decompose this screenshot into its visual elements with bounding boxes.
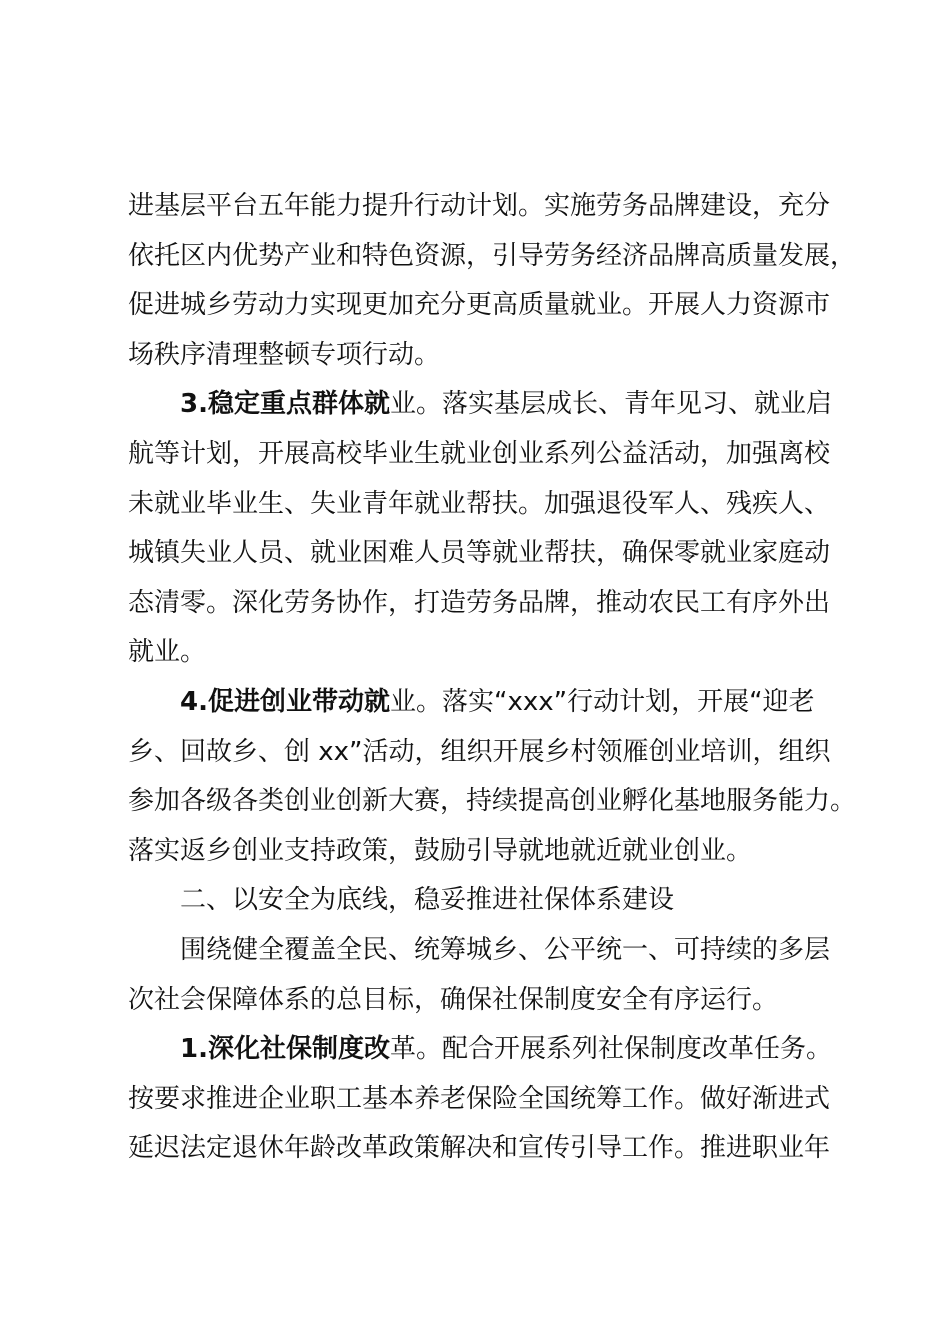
paragraph-line: 依托区内优势产业和特色资源，引导劳务经济品牌高质量发展，: [128, 240, 857, 271]
section-heading-bold: 4.促进创业带动就: [180, 686, 390, 717]
paragraph-line: 促进城乡劳动力实现更加充分更高质量就业。开展人力资源市: [128, 290, 831, 321]
paragraph-text: 业。落实“xxx”行动计划，开展“迎老: [389, 686, 815, 717]
paragraph-line: 参加各级各类创业创新大赛，持续提高创业孵化基地服务能力。: [128, 786, 857, 817]
paragraph-line: 态清零。深化劳务协作，打造劳务品牌，推动农民工有序外出: [128, 587, 831, 618]
paragraph-line: 按要求推进企业职工基本养老保险全国统筹工作。做好渐进式: [128, 1083, 831, 1114]
paragraph-line: 就业。: [128, 637, 207, 668]
document-body: [128, 182, 857, 1174]
paragraph-line: 进基层平台五年能力提升行动计划。实施劳务品牌建设，充分: [128, 191, 831, 221]
section-heading-bold: 1.深化社保制度改: [180, 1034, 390, 1065]
paragraph-line: [128, 380, 850, 430]
paragraph-line: 乡、回故乡、创 xx”活动，组织开展乡村领雁创业培训，组织: [128, 736, 831, 767]
paragraph-line: 未就业毕业生、失业青年就业帮扶。加强退役军人、残疾人、: [128, 488, 831, 519]
paragraph-line: 航等计划，开展高校毕业生就业创业系列公益活动，加强离校: [128, 438, 831, 469]
section-heading-bold: 3.稳定重点群体就: [180, 389, 390, 420]
paragraph-line: 延迟法定退休年龄改革政策解决和宣传引导工作。推进职业年: [128, 1133, 831, 1164]
paragraph-line: [128, 678, 850, 728]
paragraph-text: 业。落实基层成长、青年见习、就业启: [389, 389, 832, 420]
paragraph-line: 围绕健全覆盖全民、统筹城乡、公平统一、可持续的多层: [180, 934, 831, 965]
paragraph-line: 次社会保障体系的总目标，确保社保制度安全有序运行。: [128, 984, 779, 1015]
paragraph-text: 革。配合开展系列社保制度改革任务。: [389, 1034, 832, 1065]
paragraph-line: [128, 1025, 850, 1075]
paragraph-line: 场秩序清理整顿专项行动。: [128, 339, 441, 370]
paragraph-line: 城镇失业人员、就业困难人员等就业帮扶，确保零就业家庭动: [128, 538, 831, 569]
section-title: 二、以安全为底线，稳妥推进社保体系建设: [180, 885, 675, 916]
paragraph-line: 落实返乡创业支持政策，鼓励引导就地就近就业创业。: [128, 835, 753, 866]
